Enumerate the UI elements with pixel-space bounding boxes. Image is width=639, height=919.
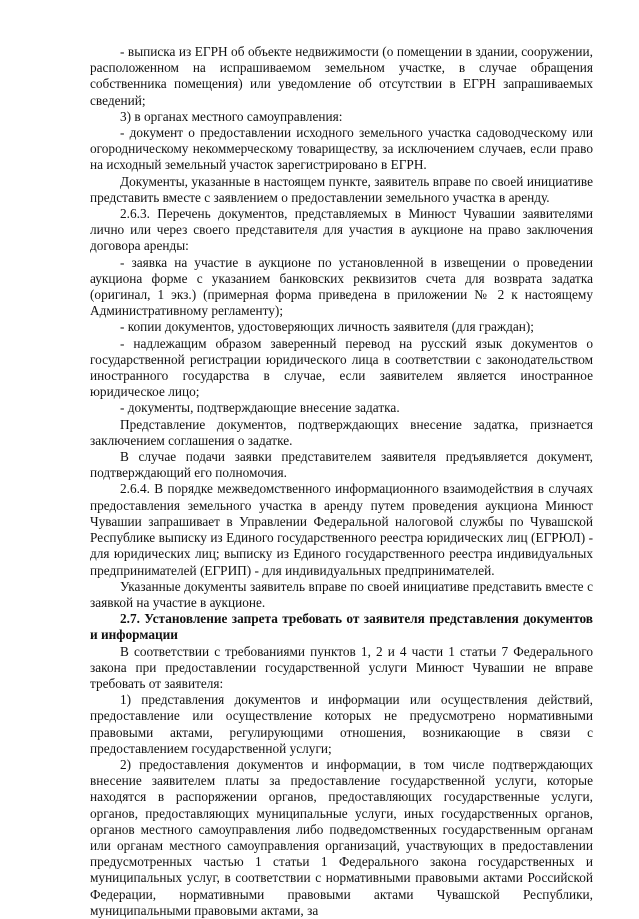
paragraph: - копии документов, удостоверяющих личность заявителя (для граждан);	[120, 319, 534, 335]
paragraph: 3) в органах местного самоуправления:	[120, 108, 343, 124]
paragraph: - документ о предоставлении исходного земельного участка садоводческому или огородническому некоммерческому товариществу, за исключением случаев, если право на исходный земельный участок зарегистрировано в ЕГРН.	[90, 125, 593, 173]
paragraph: 1) представления документов и информации или осуществления действий, предоставление или осуществление которых не предусмотрено нормативными правовыми актами, регулирующими отношения, возникающие в связи с предоставлением государственной услуги;	[90, 692, 593, 756]
paragraph: - документы, подтверждающие внесение задатка.	[120, 400, 400, 416]
section-heading: 2.7. Установление запрета требовать от заявителя представления документов и информации	[90, 611, 593, 643]
paragraph: Представление документов, подтверждающих внесение задатка, признается заключением соглашения о задатке.	[90, 416, 593, 448]
paragraph: 2.6.4. В порядке межведомственного информационного взаимодействия в случаях предоставления земельного участка в аренду путем проведения аукциона Минюст Чувашии запрашивает в Управлении Федеральной налоговой службы по Чувашской Республике выписку из Единого государственного реестра юридических лиц (ЕГРЮЛ) - для юридических лиц; выписку из Единого государственного реестра индивидуальных предпринимателей (ЕГРИП) - для индивидуальных предпринимателей.	[90, 481, 593, 578]
paragraph: Документы, указанные в настоящем пункте, заявитель вправе по своей инициативе представить вместе с заявлением о предоставлении земельного участка в аренду.	[90, 173, 593, 205]
paragraph: - выписка из ЕГРН об объекте недвижимости (о помещении в здании, сооружении, расположенном на испрашиваемом земельном участке, в случае обращения собственника помещения) или уведомление об отсутствии в ЕГРН запрашиваемых сведений;	[90, 44, 593, 108]
paragraph: - надлежащим образом заверенный перевод на русский язык документов о государственной регистрации юридического лица в соответствии с законодательством иностранного государства в случае, если заявителем является иностранное юридическое лицо;	[90, 335, 593, 400]
paragraph: 2) предоставления документов и информации, в том числе подтверждающих внесение заявителем платы за предоставление государственной услуги, которые находятся в распоряжении органов, предоставляющих государственные услуги, органов, предоставляющих муниципальные услуги, иных государственных органов, органов местного самоуправления либо подведомственных государственным органам или органам местного самоуправления организаций, участвующих в предоставлении предусмотренных частью 1 статьи 1 Федерального закона государственных и муниципальных услуг, в соответствии с нормативными правовыми актами Российской Федерации, нормативными правовыми актами Чувашской Республики, муниципальными правовыми актами, за	[90, 756, 593, 918]
paragraph: Указанные документы заявитель вправе по своей инициативе представить вместе с заявкой на участие в аукционе.	[90, 578, 593, 610]
paragraph: В случае подачи заявки представителем заявителя предъявляется документ, подтверждающий его полномочия.	[90, 449, 593, 481]
paragraph: - заявка на участие в аукционе по установленной в извещении о проведении аукциона форме с указанием банковских реквизитов счета для возврата задатка (оригинал, 1 экз.) (примерная форма приведена в приложении № 2 к настоящему Административному регламенту);	[90, 254, 593, 319]
paragraph: В соответствии с требованиями пунктов 1, 2 и 4 части 1 статьи 7 Федерального закона при предоставлении государственной услуги Минюст Чувашии не вправе требовать от заявителя:	[90, 643, 593, 691]
paragraph: 2.6.3. Перечень документов, представляемых в Минюст Чувашии заявителями лично или через своего представителя для участия в аукционе на право заключения договора аренды:	[90, 206, 593, 254]
